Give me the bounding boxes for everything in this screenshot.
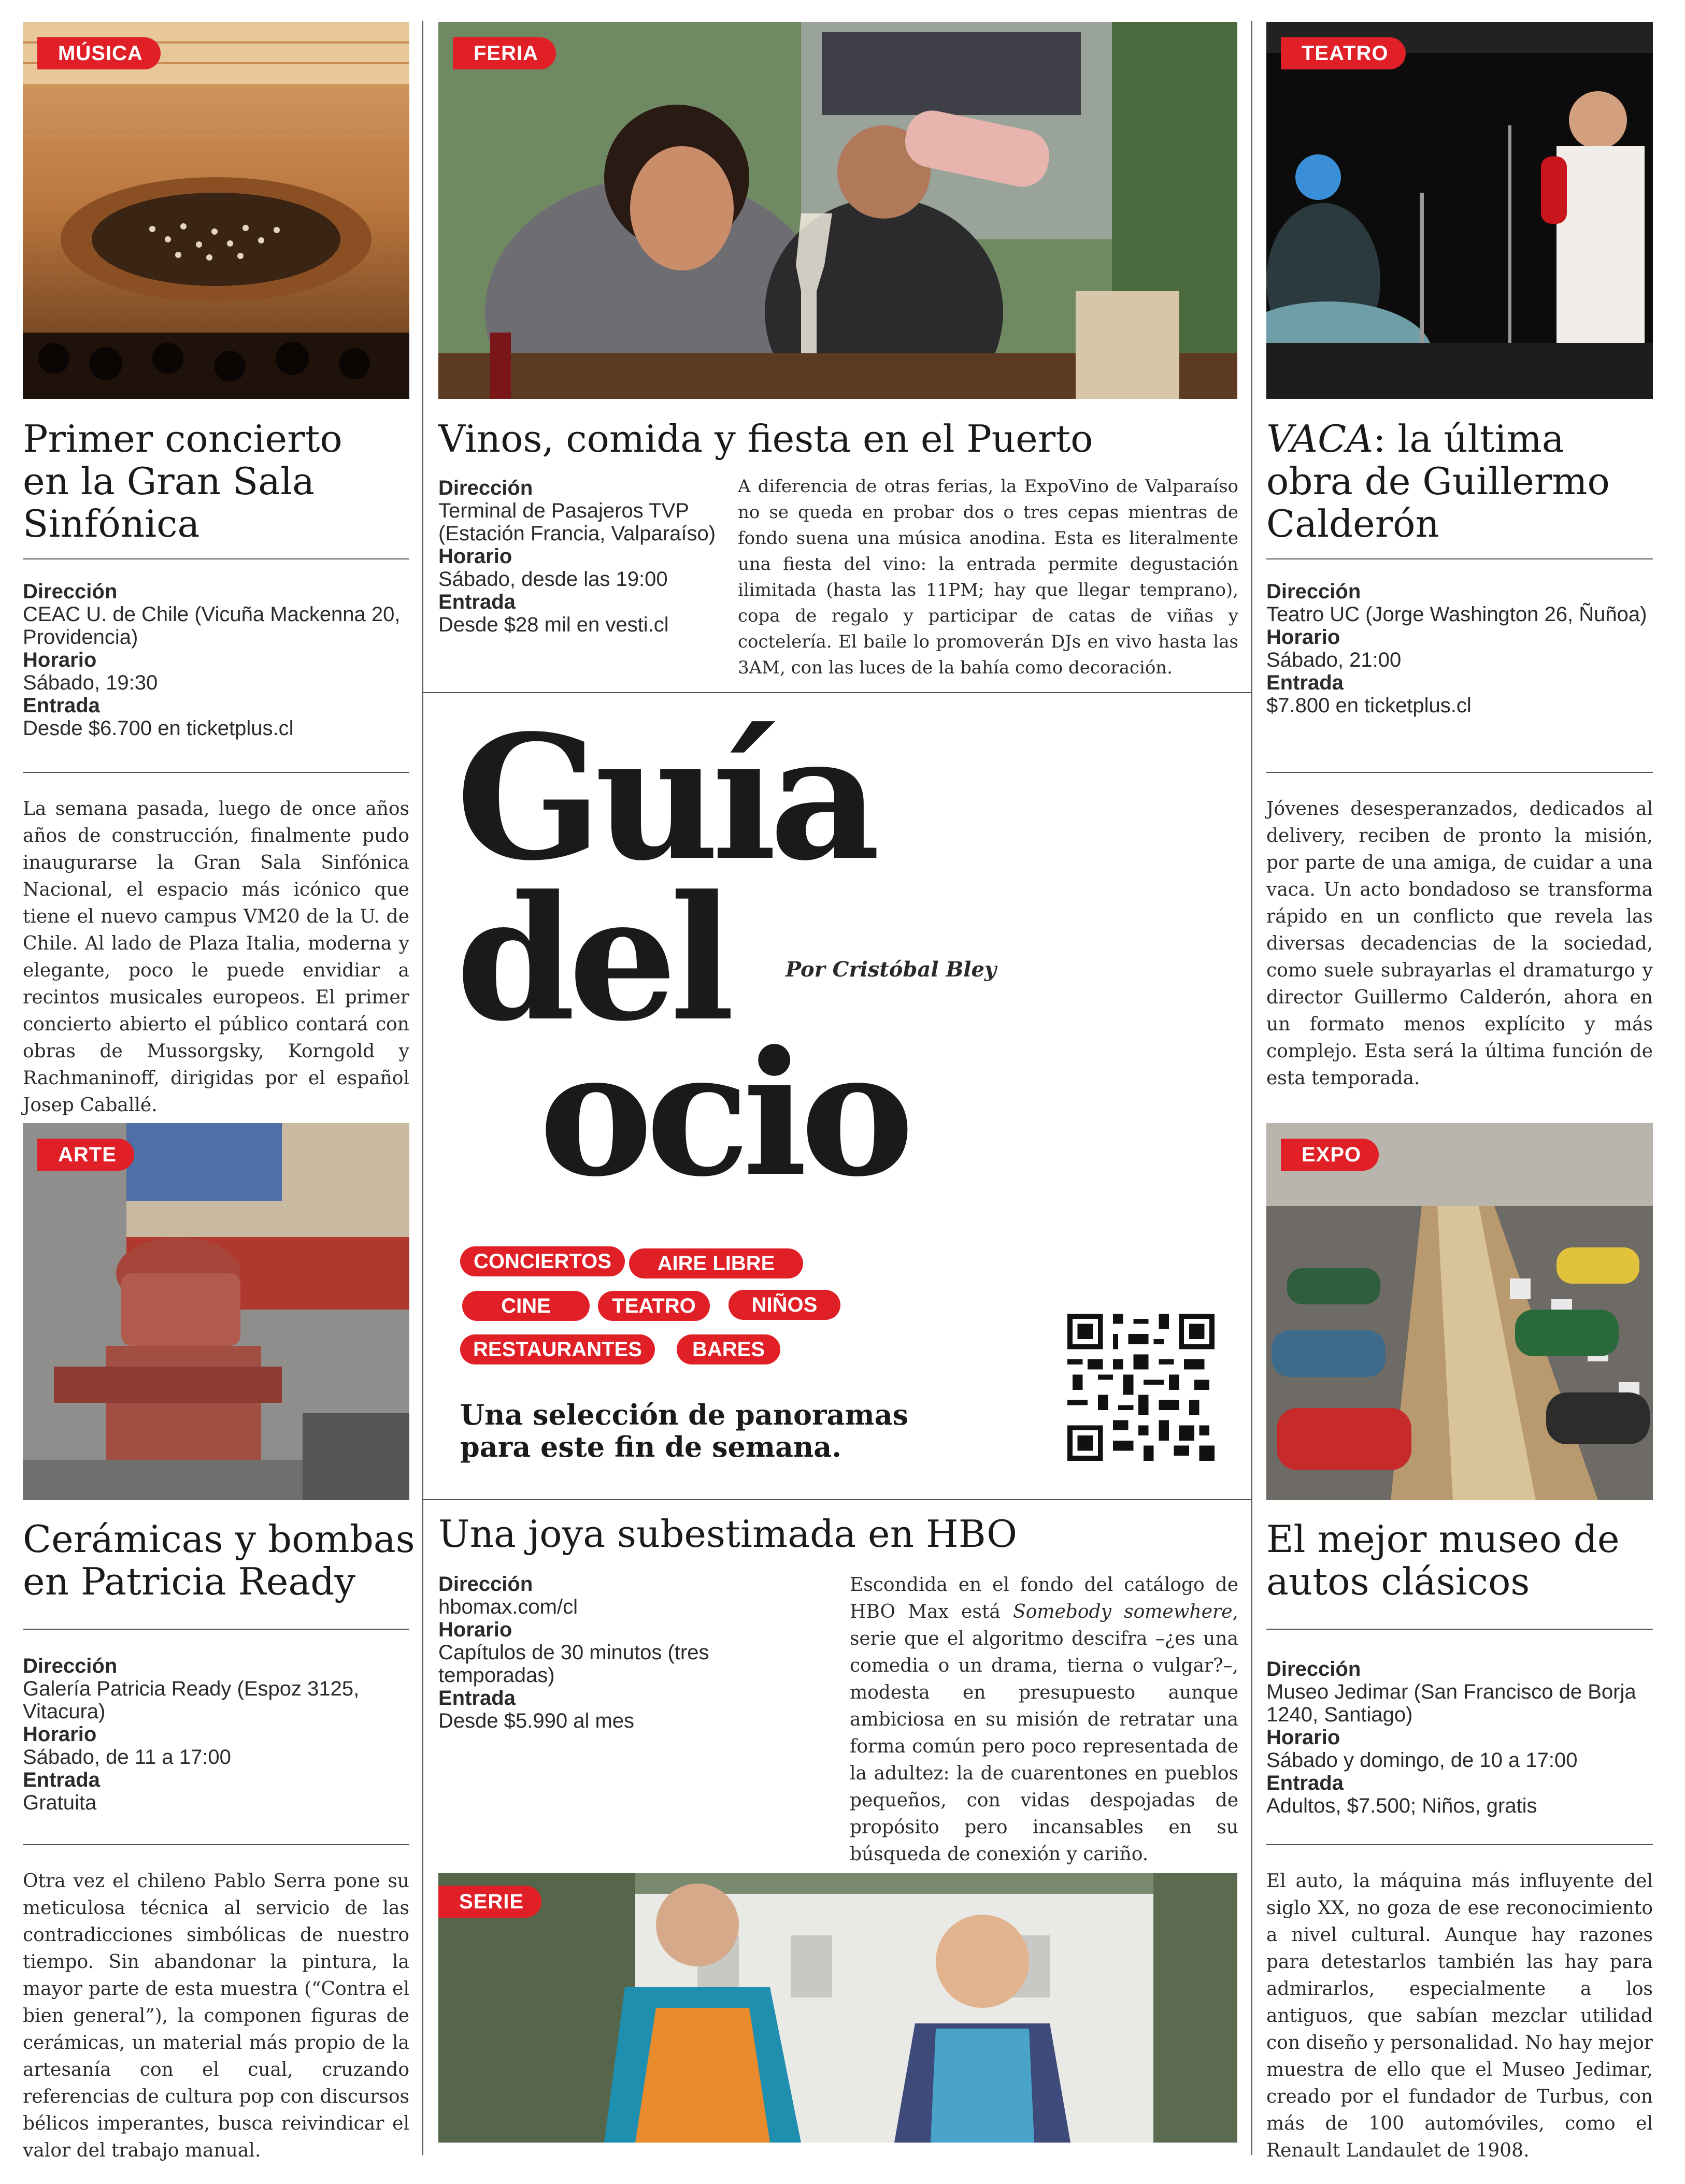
musica-rule-1: [23, 558, 409, 559]
category-chip-restaurantes[interactable]: RESTAURANTES: [460, 1334, 655, 1364]
horario-label: Horario: [1266, 626, 1340, 649]
entrada-label: Entrada: [23, 694, 100, 717]
teatro-headline-italic: VACA: [1266, 417, 1374, 461]
expo-rule-1: [1266, 1629, 1653, 1630]
horario-value: Sábado y domingo, de 10 a 17:00: [1266, 1749, 1578, 1772]
musica-rule-2: [23, 772, 409, 773]
entrada-value: Desde $28 mil en vesti.cl: [438, 613, 669, 636]
teatro-rule-2: [1266, 772, 1653, 773]
category-tag-musica: MÚSICA: [37, 37, 161, 69]
category-tag-teatro: TEATRO: [1281, 37, 1406, 69]
teatro-body: Jóvenes desesperanzados, dedicados al delivery, reciben de pronto la misión, por parte de una amiga, de cuidar a una vaca. Un acto bondadoso se transforma rápido en un conflicto que revela las diversas decadencias de la sociedad, como suele subrayarlas el dramaturgo y director Guillermo Calderón, ahora en un formato menos explícito y más complejo. Esta será la última función de esta temporada.: [1266, 798, 1653, 1089]
direccion-value: hbomax.com/cl: [438, 1596, 578, 1618]
musica-body: La semana pasada, luego de once años años de construcción, finalmente pudo inaugurarse la Gran Sala Sinfónica Nacional, el espacio más icónico que tiene el nuevo campus VM20 de la U. de Chile. Al lado de Plaza Italia, moderna y elegante, poco le puede envidiar a recintos musicales europeos. El primer concierto abierto el público contará con obras de Mussorgsky, Korngold y Rachmaninoff, dirigidas por el español Josep Caballé.: [23, 798, 409, 1116]
direccion-value: CEAC U. de Chile (Vicuña Mackenna 20, Providencia): [23, 603, 401, 649]
series-still-photo: [438, 1873, 1237, 2143]
tagline-line-2: para este fin de semana.: [460, 1430, 842, 1463]
category-chip-bares[interactable]: BARES: [677, 1334, 780, 1364]
direccion-label: Dirección: [1266, 580, 1361, 603]
teatro-headline-line-3: Calderón: [1266, 502, 1439, 545]
concert-hall-photo: [23, 22, 409, 399]
entrada-value: $7.800 en ticketplus.cl: [1266, 694, 1472, 717]
category-chip-teatro[interactable]: TEATRO: [598, 1291, 710, 1321]
feria-info: [438, 477, 718, 636]
masthead-title-line-3: ocio: [539, 1013, 907, 1214]
center-divider-bottom: [422, 1499, 1252, 1500]
teatro-headline-line-1-rest: : la última: [1373, 417, 1564, 461]
arte-rule-1: [23, 1629, 409, 1630]
category-chip-conciertos[interactable]: CONCIERTOS: [460, 1246, 625, 1276]
masthead-byline: Por Cristóbal Bley: [786, 957, 997, 982]
horario-label: Horario: [23, 649, 97, 671]
teatro-rule-1: [1266, 558, 1653, 559]
category-chip-ninos[interactable]: NIÑOS: [729, 1290, 840, 1320]
horario-label: Horario: [23, 1723, 97, 1746]
direccion-value: Galería Patricia Ready (Espoz 3125, Vitacura): [23, 1677, 360, 1723]
hbo-headline: Una joya subestimada en HBO: [438, 1512, 1017, 1556]
musica-headline: [23, 418, 417, 545]
direccion-label: Dirección: [23, 580, 118, 603]
hbo-body: [850, 1572, 1238, 1868]
entrada-value: Desde $5.990 al mes: [438, 1709, 635, 1732]
hbo-info: [438, 1573, 729, 1732]
teatro-headline-line-2: obra de Guillermo: [1266, 459, 1610, 503]
category-chip-cine[interactable]: CINE: [462, 1291, 590, 1321]
expo-headline: [1266, 1518, 1670, 1603]
category-tag-expo: EXPO: [1281, 1139, 1379, 1171]
horario-value: Sábado, 19:30: [23, 671, 158, 694]
teatro-info: [1266, 580, 1653, 717]
expo-body: El auto, la máquina más influyente del siglo XX, no goza de ese reconocimiento a nivel cultural. Aunque hay razones para detestarlos también las hay para admirarlos, especialmente a los antiguos, que sabían mezclar utilidad con diseño y personalidad. No hay mejor muestra de ello que el Museo Jedimar, creado por el fundador de Turbus, con más de 100 automóviles, como el Renault Landaulet de 1908.: [1266, 1871, 1653, 2161]
musica-headline-line-2: en la Gran Sala: [23, 459, 315, 503]
arte-headline: [23, 1518, 427, 1603]
horario-value: Sábado, de 11 a 17:00: [23, 1746, 231, 1769]
arte-body: Otra vez el chileno Pablo Serra pone su meticulosa técnica al servicio de las contradicciones simbólicas de nuestro tiempo. Sin abandonar la pintura, la mayor parte de esta muestra (“Contra el bien general”), la componen figuras de cerámicas, un material más propio de la artesanía con el cual, cruzando referencias de cultura pop con discursos bélicos imperantes, busca reivindicar el valor del trabajo manual.: [23, 1871, 409, 2161]
wine-fair-photo: [438, 22, 1237, 399]
expo-info: [1266, 1658, 1653, 1817]
feria-headline: Vinos, comida y fiesta en el Puerto: [438, 417, 1093, 461]
expo-rule-2: [1266, 1844, 1653, 1845]
teatro-headline: [1266, 418, 1670, 545]
arte-headline-line-2: en Patricia Ready: [23, 1560, 356, 1603]
arte-rule-2: [23, 1844, 409, 1845]
direccion-value: Terminal de Pasajeros TVP (Estación Francia, Valparaíso): [438, 499, 716, 545]
entrada-label: Entrada: [23, 1769, 100, 1791]
hbo-body-pre: Escondida en el fondo del catálogo de HBO Max está: [850, 1574, 1238, 1622]
column-divider-right: [1251, 21, 1252, 2155]
direccion-label: Dirección: [438, 1573, 533, 1596]
masthead-tagline: [460, 1399, 978, 1463]
theatre-stage-photo: [1266, 22, 1653, 399]
category-chip-aire-libre[interactable]: AIRE LIBRE: [629, 1248, 803, 1278]
entrada-value: Desde $6.700 en ticketplus.cl: [23, 717, 294, 740]
category-tag-arte: ARTE: [37, 1139, 134, 1171]
entrada-label: Entrada: [438, 591, 516, 613]
horario-label: Horario: [1266, 1726, 1340, 1749]
horario-label: Horario: [438, 545, 512, 568]
entrada-label: Entrada: [438, 1687, 516, 1709]
entrada-label: Entrada: [1266, 1772, 1344, 1794]
musica-headline-line-3: Sinfónica: [23, 502, 200, 545]
entrada-value: Gratuita: [23, 1791, 97, 1814]
feria-body: A diferencia de otras ferias, la ExpoVino de Valparaíso no se queda en probar dos o tres cepas mientras de fondo suena una música anodina. Esta es literalmente una fiesta del vino: la entrada permite degustación ilimitada (hasta las 11PM; hay que llegar temprano), copa de regalo y participar de catas de viñas y coctelería. El baile lo promoverán DJs en vivo hasta las 3AM, con las luces de la bahía como decoración.: [738, 476, 1238, 678]
qr-code[interactable]: [1067, 1314, 1215, 1461]
direccion-value: Teatro UC (Jorge Washington 26, Ñuñoa): [1266, 603, 1647, 626]
musica-headline-line-1: Primer concierto: [23, 417, 342, 461]
expo-headline-line-2: autos clásicos: [1266, 1560, 1530, 1603]
entrada-value: Adultos, $7.500; Niños, gratis: [1266, 1794, 1537, 1817]
expo-headline-line-1: El mejor museo de: [1266, 1517, 1620, 1561]
category-tag-serie: SERIE: [438, 1886, 541, 1918]
tagline-line-1: Una selección de panoramas: [460, 1398, 909, 1431]
entrada-label: Entrada: [1266, 671, 1344, 694]
musica-info: [23, 580, 409, 740]
masthead-title-line-2: del: [456, 858, 728, 1059]
direccion-label: Dirección: [1266, 1658, 1361, 1680]
column-divider-left: [422, 21, 423, 2155]
arte-headline-line-1: Cerámicas y bombas: [23, 1517, 415, 1561]
horario-label: Horario: [438, 1618, 512, 1641]
ceramic-soldier-photo: [23, 1123, 409, 1500]
horario-value: Sábado, desde las 19:00: [438, 568, 668, 591]
direccion-label: Dirección: [23, 1655, 118, 1677]
hbo-body-post: , serie que el algoritmo descifra –¿es una comedia o un drama, tierna o vulgar?–, modesta en presupuesto aunque ambiciosa en su misión de retratar una forma común pero poco representada de la adultez: la de cuarentones en pueblos pequeños, con vidas despojadas de propósito pero incansables en su búsqueda de conexión y cariño.: [850, 1601, 1238, 1865]
direccion-value: Museo Jedimar (San Francisco de Borja 1240, Santiago): [1266, 1680, 1636, 1726]
center-divider-top: [422, 692, 1252, 693]
horario-value: Sábado, 21:00: [1266, 649, 1402, 671]
horario-value: Capítulos de 30 minutos (tres temporadas): [438, 1641, 709, 1687]
category-tag-feria: FERIA: [453, 37, 556, 69]
direccion-label: Dirección: [438, 477, 533, 499]
masthead-title-line-1: Guía: [456, 697, 873, 898]
arte-info: [23, 1655, 409, 1814]
car-museum-photo: [1266, 1123, 1653, 1500]
hbo-body-italic: Somebody somewhere: [1013, 1601, 1233, 1622]
